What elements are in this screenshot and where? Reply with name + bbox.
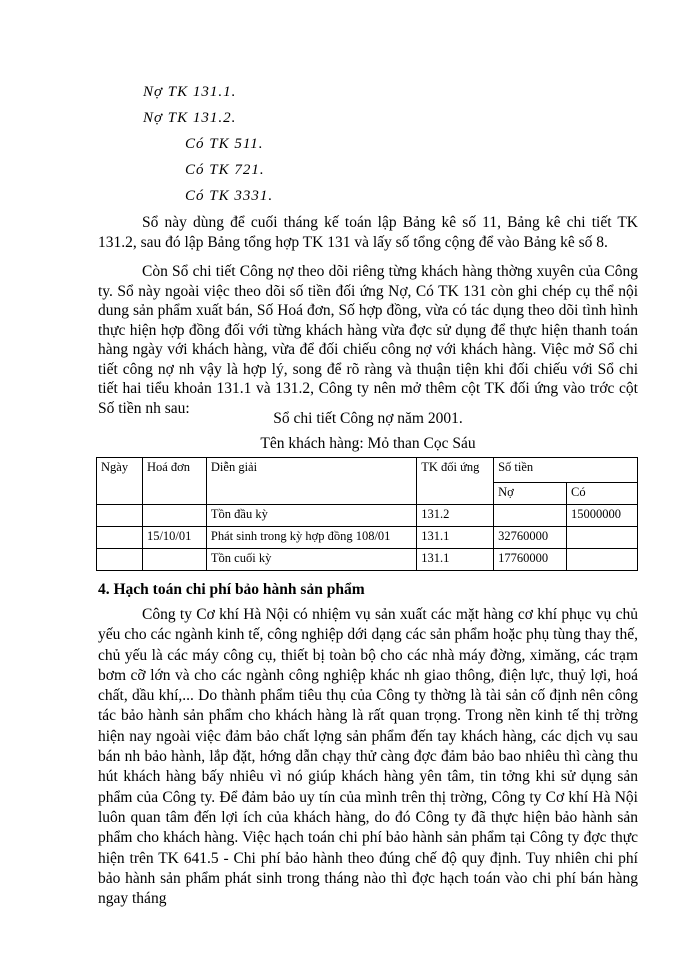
- cell-invoice: 15/10/01: [142, 527, 206, 549]
- header-credit: Có: [567, 483, 638, 505]
- table-row: [97, 505, 638, 527]
- cell-invoice: [142, 549, 206, 571]
- ledger-title: Sổ chi tiết Công nợ năm 2001.: [273, 410, 463, 427]
- ledger-header-row: [97, 458, 638, 483]
- header-date: Ngày: [97, 458, 143, 505]
- paragraph-ledger-intro: [98, 262, 638, 418]
- cell-debit: [494, 505, 567, 527]
- entry-credit-3331: Có TK 3331.: [185, 188, 274, 204]
- entry-credit-721: Có TK 721.: [185, 162, 265, 178]
- paragraph-warranty-text: Công ty Cơ khí Hà Nội có nhiệm vụ sản xuất các mặt hàng cơ khí phục vụ chủ yếu cho các ngành kinh tế, công nghiệp dới dạng các sản phẩm hoặc phụ tùng thay thế, chủ yếu là các máy công cụ, thiết bị toàn bộ cho các nhà máy đờng, ximăng, các trạm bơm cỡ lớn và cho các ngành công nghiệp khác nh giao thông, điện lực, thuỷ lợi, hoá chất, dầu khí,... Do thành phẩm tiêu thụ của Công ty thờng là tài sản cố định nên công tác bảo hành sản phẩm cho khách hàng là rất quan trọng. Trong nền kinh tế thị trờng hiện nay ngoài việc đảm bảo chất lợng sản phẩm đến tay khách hàng, các dịch vụ sau bán nh bảo hành, lắp đặt, hớng dẫn chạy thử càng đợc đảm bảo bao nhiêu thì càng thu hút khách hàng bấy nhiêu vì nó giúp khách hàng yên tâm, tin tởng khi sử dụng sản phẩm của Công ty. Để đảm bảo uy tín của mình trên thị trờng, Công ty Cơ khí Hà Nội luôn quan tâm đến lợi ích của khách hàng, do đó Công ty đã thực hiện bảo hành sản phẩm cho khách hàng. Việc hạch toán chi phí bảo hành sản phẩm tại Công ty đợc thực hiện trên TK 641.5 - Chi phí bảo hành theo đúng chế độ quy định. Tuy nhiên chi phí bảo hành sản phẩm phát sinh trong tháng nào thì đợc hạch toán vào chi phí bán hàng ngay tháng: [98, 606, 638, 908]
- table-row: [97, 527, 638, 549]
- cell-date: [97, 505, 143, 527]
- paragraph-warranty: [98, 605, 638, 909]
- header-debit: Nợ: [494, 483, 567, 505]
- header-account: TK đối ứng: [417, 458, 494, 505]
- paragraph-summary: [98, 213, 638, 252]
- cell-account: 131.1: [417, 527, 494, 549]
- cell-invoice: [142, 505, 206, 527]
- header-description: Diễn giải: [206, 458, 416, 505]
- cell-debit: 17760000: [494, 549, 567, 571]
- entry-debit-131-1: Nợ TK 131.1.: [143, 84, 237, 100]
- entry-debit-131-2: Nợ TK 131.2.: [143, 110, 237, 126]
- cell-description: Tồn đầu kỳ: [206, 505, 416, 527]
- header-invoice: Hoá đơn: [142, 458, 206, 505]
- cell-description: Phát sinh trong kỳ hợp đồng 108/01: [206, 527, 416, 549]
- cell-description: Tồn cuối kỳ: [206, 549, 416, 571]
- cell-date: [97, 549, 143, 571]
- paragraph-summary-text: Sổ này dùng để cuối tháng kế toán lập Bảng kê số 11, Bảng kê chi tiết TK 131.2, sau đó lập Bảng tổng hợp TK 131 và lấy số tổng cộng để vào Bảng kê số 8.: [98, 214, 638, 251]
- cell-debit: 32760000: [494, 527, 567, 549]
- cell-account: 131.2: [417, 505, 494, 527]
- entry-credit-511: Có TK 511.: [185, 136, 264, 152]
- header-amount: Số tiền: [494, 458, 638, 483]
- section-heading: 4. Hạch toán chi phí bảo hành sản phẩm: [98, 581, 365, 598]
- cell-credit: [567, 527, 638, 549]
- cell-credit: 15000000: [567, 505, 638, 527]
- paragraph-ledger-intro-text: Còn Sổ chi tiết Công nợ theo dõi riêng từng khách hàng thờng xuyên của Công ty. Sổ này ngoài việc theo dõi số tiền đối ứng Nợ, Có TK 131 còn ghi chép cụ thể nội dung sản phẩm xuất bán, Số Hoá đơn, Số hợp đồng, vừa có tác dụng theo dõi tình hình thực hiện hợp đồng đối với từng khách hàng vừa đợc sử dụng để thực hiện thanh toán hàng ngày với khách hàng, vừa để đối chiếu công nợ với khách hàng. Việc mở Sổ chi tiết công nợ nh vậy là hợp lý, song để rõ ràng và thuận tiện khi đối chiếu với Sổ chi tiết hai tiểu khoản 131.1 và 131.2, Công ty nên mở thêm cột TK đối ứng vào trớc cột Số tiền nh sau:: [98, 263, 638, 417]
- ledger-customer: Tên khách hàng: Mỏ than Cọc Sáu: [260, 435, 476, 452]
- cell-credit: [567, 549, 638, 571]
- cell-date: [97, 527, 143, 549]
- ledger-table: [96, 457, 638, 571]
- table-row: [97, 549, 638, 571]
- cell-account: 131.1: [417, 549, 494, 571]
